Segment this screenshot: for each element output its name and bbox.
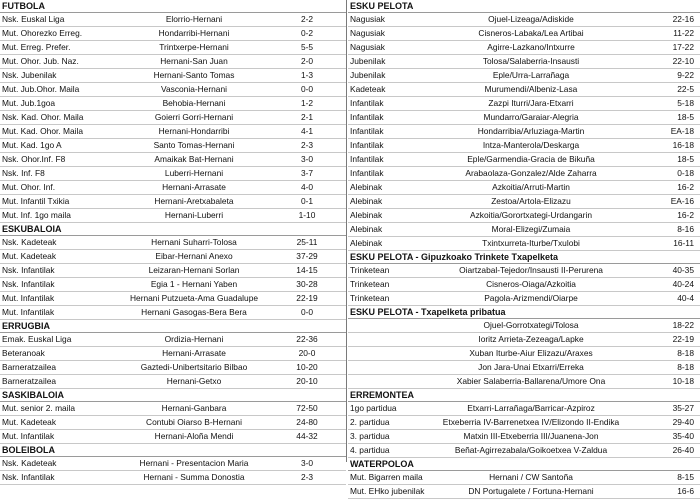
score-label: 11-22 (673, 28, 694, 38)
category-label: Mut. Inf. 1go maila (2, 210, 71, 220)
category-label: 1go partidua (350, 403, 397, 413)
match-label: Etxeberria IV-Barrenetxea IV/Elizondo II-Endika (442, 417, 620, 427)
result-row (0, 292, 346, 306)
score-label: 37-29 (296, 251, 318, 261)
match-label: Goierri Gorri-Hernani (154, 112, 234, 122)
score-label: 8-15 (677, 472, 694, 482)
result-row (348, 416, 700, 430)
result-row (348, 375, 700, 389)
match-label: Elorrio-Hernani (165, 14, 223, 24)
score-label: 0-18 (677, 168, 694, 178)
result-row (0, 471, 346, 485)
result-row (348, 139, 700, 153)
score-label: 16-6 (677, 486, 694, 496)
result-row (348, 153, 700, 167)
match-label: Hernani-Arrasate (162, 182, 226, 192)
category-label: Nsk. Infantilak (2, 265, 55, 275)
category-label: Mut. EHko jubenilak (350, 486, 425, 496)
match-label: Ioritz Arrieta-Zezeaga/Lapke (478, 334, 584, 344)
result-row (0, 278, 346, 292)
score-label: 10-18 (672, 376, 694, 386)
score-label: 22-10 (672, 56, 694, 66)
match-label: Ojuel-Lizeaga/Adiskide (488, 14, 574, 24)
match-label: Azkoitia/Gorortxategi-Urdangarin (470, 210, 592, 220)
category-label: Emak. Euskal Liga (2, 334, 72, 344)
category-label: Nagusiak (350, 28, 385, 38)
score-label: 9-22 (677, 70, 694, 80)
category-label: Jubenilak (350, 70, 386, 80)
category-label: Infantilak (350, 154, 384, 164)
result-row (348, 278, 700, 292)
match-label: Santo Tomas-Hernani (153, 140, 235, 150)
result-row (0, 97, 346, 111)
result-row (348, 237, 700, 251)
category-label: Trinketean (350, 293, 390, 303)
score-label: 24-80 (296, 417, 318, 427)
section-header-waterpoloa: WATERPOLOA (348, 458, 700, 471)
category-label: 4. partidua (350, 445, 390, 455)
category-label: Beteranoak (2, 348, 45, 358)
score-label: 2-1 (300, 112, 314, 122)
match-label: Hernani-Hondarribi (158, 126, 230, 136)
score-label: 29-40 (672, 417, 694, 427)
score-label: 72-50 (296, 403, 318, 413)
score-label: 3-0 (300, 458, 314, 468)
section-header-esku-pelota-gipuzkoako-trinkete-txapelketa: ESKU PELOTA - Gipuzkoako Trinkete Txapelketa (348, 251, 700, 264)
result-row (348, 471, 700, 485)
result-row (0, 27, 346, 41)
result-row (0, 250, 346, 264)
match-label: Ojuel-Gorrotxategi/Tolosa (483, 320, 579, 330)
score-label: 5-18 (677, 98, 694, 108)
category-label: Nsk. Kad. Ohor. Maila (2, 112, 84, 122)
category-label: Nsk. Inf. F8 (2, 168, 45, 178)
match-label: Hernani Gasogas-Bera Bera (141, 307, 247, 317)
match-label: Eple/Garmendia-Gracia de Bikuña (467, 154, 595, 164)
score-label: 18-5 (677, 154, 694, 164)
match-label: Hondarribi-Hernani (158, 28, 230, 38)
score-label: 26-40 (672, 445, 694, 455)
score-label: 30-28 (296, 279, 318, 289)
category-label: Mut. Kadeteak (2, 251, 57, 261)
result-row (0, 457, 346, 471)
category-label: Mut. Infantilak (2, 307, 55, 317)
section-header-boleibola: BOLEIBOLA (0, 444, 346, 457)
category-label: Kadeteak (350, 84, 386, 94)
result-row (348, 83, 700, 97)
category-label: Alebinak (350, 182, 383, 192)
score-label: 25-11 (296, 237, 318, 247)
category-label: Mut. senior 2. maila (2, 403, 76, 413)
score-label: 40-4 (677, 293, 694, 303)
score-label: 0-0 (300, 307, 314, 317)
match-label: Gaztedi-Unibertsitario Bilbao (140, 362, 248, 372)
score-label: 16-11 (673, 238, 694, 248)
result-row (348, 167, 700, 181)
score-label: 4-0 (300, 182, 314, 192)
result-row (348, 264, 700, 278)
match-label: Hernani Putzueta-Ama Guadalupe (129, 293, 259, 303)
score-label: 16-18 (672, 140, 694, 150)
match-label: Hernani-Arrasate (162, 348, 226, 358)
match-label: Amaikak Bat-Hernani (154, 154, 234, 164)
result-row (348, 27, 700, 41)
result-row (0, 83, 346, 97)
category-label: Alebinak (350, 224, 383, 234)
result-row (0, 430, 346, 444)
match-label: Hernani-Aloña Mendi (154, 431, 234, 441)
match-label: Zestoa/Artola-Elizazu (491, 196, 571, 206)
result-row (348, 181, 700, 195)
match-label: Hernani-Aretxabaleta (154, 196, 234, 206)
category-label: Mut. Infantil Txikia (2, 196, 70, 206)
category-label: Alebinak (350, 196, 383, 206)
category-label: Trinketean (350, 265, 390, 275)
category-label: Nsk. Kadeteak (2, 458, 57, 468)
result-row (0, 264, 346, 278)
match-label: Mundarro/Garaiar-Alegria (483, 112, 579, 122)
result-row (348, 69, 700, 83)
category-label: Alebinak (350, 238, 383, 248)
result-row (0, 139, 346, 153)
result-row (0, 306, 346, 320)
match-label: Xuban Iturbe-Aiur Elizazu/Araxes (469, 348, 593, 358)
category-label: Jubenilak (350, 56, 386, 66)
match-label: Hernani-Luberri (164, 210, 224, 220)
result-row (0, 181, 346, 195)
match-label: Egia 1 - Hernani Yaben (150, 279, 238, 289)
match-label: Cisneros-Oiaga/Azkoitia (486, 279, 576, 289)
score-label: 2-2 (300, 14, 314, 24)
category-label: Mut. Ohor. Inf. (2, 182, 56, 192)
score-label: 16-2 (677, 210, 694, 220)
match-label: Oiartzabal-Tejedor/Insausti II-Perurena (459, 265, 603, 275)
match-label: Hondarribia/Arluziaga-Martin (477, 126, 585, 136)
section-header-futbola: FUTBOLA (0, 0, 346, 13)
result-row (348, 485, 700, 499)
match-label: Hernani-San Juan (160, 56, 228, 66)
score-label: 20-10 (296, 376, 318, 386)
score-label: 18-22 (672, 320, 694, 330)
match-label: Vasconia-Hernani (161, 84, 227, 94)
result-row (0, 347, 346, 361)
result-row (0, 402, 346, 416)
category-label: Infantilak (350, 168, 384, 178)
match-label: Zazpi Iturri/Jara-Etxarri (488, 98, 574, 108)
category-label: Nsk. Euskal Liga (2, 14, 65, 24)
result-row (0, 13, 346, 27)
match-label: Azkoitia/Arruti-Martin (492, 182, 570, 192)
match-label: Hernani / CW Santoña (489, 472, 573, 482)
section-header-erremontea: ERREMONTEA (348, 389, 700, 402)
column-divider (346, 0, 347, 462)
result-row (0, 111, 346, 125)
category-label: Barneratzailea (2, 376, 57, 386)
match-label: Behobia-Hernani (162, 98, 226, 108)
match-label: Hernani-Santo Tomas (153, 70, 235, 80)
result-row (0, 195, 346, 209)
category-label: Mut. Kad. 1go A (2, 140, 62, 150)
match-label: Hernani-Ganbara (161, 403, 227, 413)
match-label: Hernani Suharri-Tolosa (151, 237, 237, 247)
result-row (0, 41, 346, 55)
result-row (0, 69, 346, 83)
match-label: Eibar-Hernani Anexo (155, 251, 233, 261)
match-label: Contubi Oiarso B-Hernani (146, 417, 242, 427)
score-label: 2-3 (300, 472, 314, 482)
score-label: EA-16 (670, 196, 694, 206)
section-header-errugbia: ERRUGBIA (0, 320, 346, 333)
score-label: 3-7 (300, 168, 314, 178)
match-label: Moral-Elizegi/Zumaia (491, 224, 571, 234)
category-label: Mut. Jub.1goa (2, 98, 56, 108)
result-row (348, 319, 700, 333)
score-label: 3-0 (300, 154, 314, 164)
result-row (0, 361, 346, 375)
left-column (0, 0, 346, 485)
score-label: 17-22 (672, 42, 694, 52)
match-label: Hernani-Getxo (166, 376, 222, 386)
score-label: 35-27 (672, 403, 694, 413)
result-row (0, 125, 346, 139)
score-label: 22-16 (672, 14, 694, 24)
category-label: Nagusiak (350, 42, 385, 52)
result-row (348, 125, 700, 139)
match-label: Jon Jara-Unai Etxarri/Erreka (478, 362, 584, 372)
match-label: Pagola-Arizmendi/Oiarpe (484, 293, 578, 303)
category-label: Nagusiak (350, 14, 385, 24)
score-label: 16-2 (677, 182, 694, 192)
result-row (348, 195, 700, 209)
match-label: Tolosa/Salaberria-Insausti (482, 56, 580, 66)
score-label: EA-18 (670, 126, 694, 136)
score-label: 1-2 (300, 98, 314, 108)
score-label: 2-0 (300, 56, 314, 66)
result-row (0, 153, 346, 167)
match-label: Beñat-Agirrezabala/Goikoetxea V-Zaldua (454, 445, 608, 455)
match-label: Etxarri-Larrañaga/Barricar-Azpiroz (467, 403, 595, 413)
category-label: Mut. Erreg. Prefer. (2, 42, 71, 52)
score-label: 10-20 (296, 362, 318, 372)
result-row (0, 333, 346, 347)
category-label: Alebinak (350, 210, 383, 220)
category-label: Mut. Ohor. Jub. Naz. (2, 56, 79, 66)
match-label: Murumendi/Albeniz-Lasa (484, 84, 578, 94)
result-row (0, 375, 346, 389)
score-label: 20-0 (298, 348, 316, 358)
score-label: 18-5 (677, 112, 694, 122)
match-label: DN Portugalete / Fortuna-Hernani (468, 486, 594, 496)
category-label: Nsk. Infantilak (2, 472, 55, 482)
match-label: Hernani - Presentacion Maria (139, 458, 249, 468)
score-label: 4-1 (300, 126, 314, 136)
category-label: Mut. Kad. Ohor. Maila (2, 126, 83, 136)
category-label: Infantilak (350, 112, 384, 122)
category-label: Infantilak (350, 98, 384, 108)
score-label: 14-15 (296, 265, 318, 275)
match-label: Leizaran-Hernani Sorlan (148, 265, 240, 275)
match-label: Trintxerpe-Hernani (159, 42, 229, 52)
score-label: 0-0 (300, 84, 314, 94)
score-label: 8-16 (677, 224, 694, 234)
score-label: 22-19 (296, 293, 318, 303)
score-label: 22-5 (677, 84, 694, 94)
score-label: 5-5 (300, 42, 314, 52)
category-label: Barneratzailea (2, 362, 57, 372)
category-label: Mut. Bigarren maila (350, 472, 423, 482)
category-label: 3. partidua (350, 431, 390, 441)
match-label: Hernani - Summa Donostia (143, 472, 245, 482)
category-label: Mut. Jub.Ohor. Maila (2, 84, 80, 94)
result-row (348, 111, 700, 125)
category-label: Mut. Infantilak (2, 431, 55, 441)
category-label: Mut. Kadeteak (2, 417, 57, 427)
match-label: Ordizia-Hernani (164, 334, 224, 344)
category-label: Infantilak (350, 126, 384, 136)
category-label: Infantilak (350, 140, 384, 150)
result-row (0, 236, 346, 250)
result-row (348, 223, 700, 237)
result-row (348, 41, 700, 55)
score-label: 35-40 (672, 431, 694, 441)
score-label: 2-3 (300, 140, 314, 150)
result-row (0, 416, 346, 430)
score-label: 0-2 (300, 28, 314, 38)
result-row (0, 167, 346, 181)
category-label: Nsk. Infantilak (2, 279, 55, 289)
match-label: Xabier Salaberria-Ballarena/Umore Ona (456, 376, 606, 386)
right-column (348, 0, 700, 499)
score-label: 8-18 (677, 362, 694, 372)
category-label: Nsk. Ohor.Inf. F8 (2, 154, 66, 164)
section-header-esku-pelota: ESKU PELOTA (348, 0, 700, 13)
result-row (348, 402, 700, 416)
category-label: 2. partidua (350, 417, 390, 427)
result-row (348, 292, 700, 306)
score-label: 1-10 (298, 210, 316, 220)
result-row (348, 361, 700, 375)
result-row (0, 209, 346, 223)
score-label: 22-19 (672, 334, 694, 344)
result-row (348, 347, 700, 361)
result-row (348, 333, 700, 347)
result-row (348, 55, 700, 69)
match-label: Cisneros-Labaka/Lea Artibai (478, 28, 584, 38)
score-label: 44-32 (296, 431, 318, 441)
result-row (348, 13, 700, 27)
section-header-saskibaloia: SASKIBALOIA (0, 389, 346, 402)
section-header-eskubaloia: ESKUBALOIA (0, 223, 346, 236)
match-label: Arabaolaza-Gonzalez/Alde Zaharra (465, 168, 597, 178)
result-row (348, 444, 700, 458)
category-label: Nsk. Kadeteak (2, 237, 57, 247)
category-label: Trinketean (350, 279, 390, 289)
match-label: Eple/Urra-Larrañaga (492, 70, 570, 80)
score-label: 8-18 (677, 348, 694, 358)
category-label: Mut. Ohorezko Erreg. (2, 28, 83, 38)
category-label: Nsk. Jubenilak (2, 70, 57, 80)
result-row (348, 97, 700, 111)
result-row (348, 209, 700, 223)
match-label: Agirre-Lazkano/Intxurre (487, 42, 575, 52)
score-label: 22-36 (296, 334, 318, 344)
match-label: Txintxurreta-Iturbe/Txulobi (482, 238, 580, 248)
score-label: 40-24 (672, 279, 694, 289)
category-label: Mut. Infantilak (2, 293, 55, 303)
result-row (0, 55, 346, 69)
match-label: Luberri-Hernani (164, 168, 224, 178)
section-header-esku-pelota-txapelketa-pribatua: ESKU PELOTA - Txapelketa pribatua (348, 306, 700, 319)
match-label: Matxin III-Etxeberria III/Juanena-Jon (463, 431, 599, 441)
score-label: 1-3 (300, 70, 314, 80)
score-label: 40-35 (672, 265, 694, 275)
result-row (348, 430, 700, 444)
score-label: 0-1 (300, 196, 314, 206)
match-label: Intza-Manterola/Deskarga (482, 140, 580, 150)
